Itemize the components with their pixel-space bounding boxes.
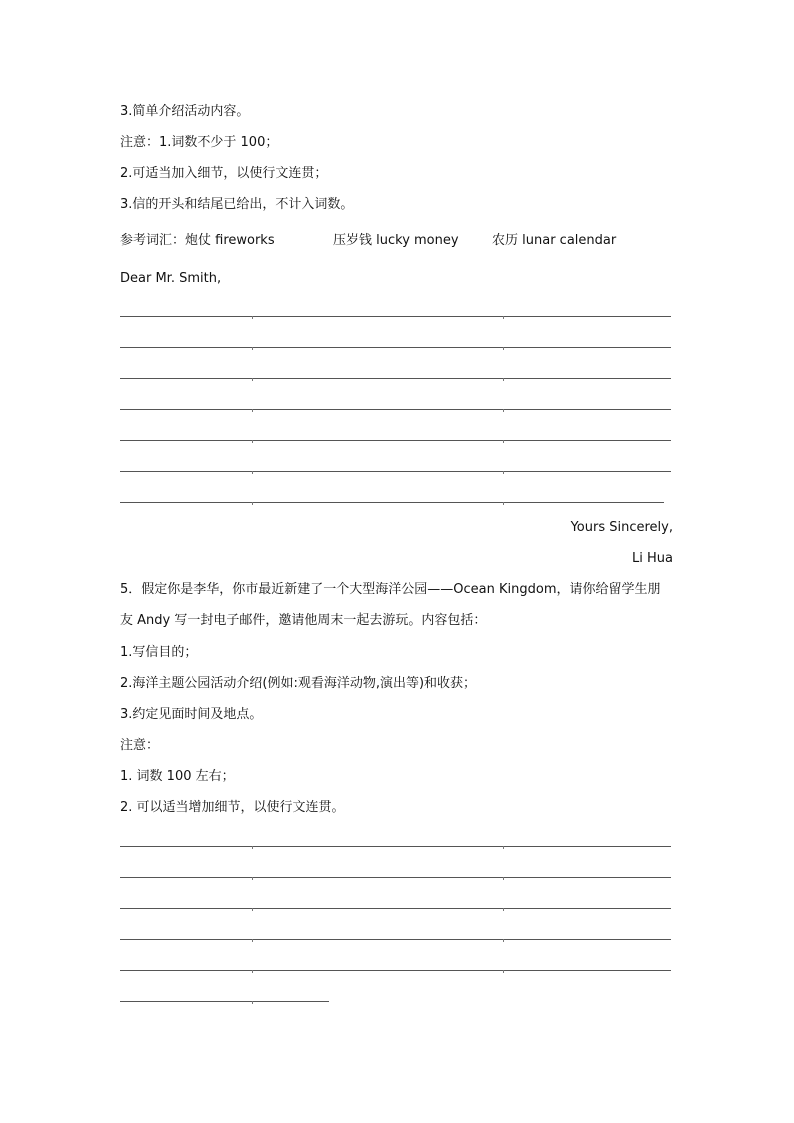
line-marker — [503, 440, 504, 443]
writing-line[interactable] — [120, 877, 671, 878]
line-marker — [252, 908, 253, 911]
q5-note-details: 2. 可以适当增加细节，以使行文连贯。 — [120, 800, 345, 815]
line-marker — [252, 409, 253, 412]
line-marker — [503, 347, 504, 350]
vocab-fireworks: 参考词汇：炮仗 fireworks — [120, 233, 275, 248]
line-marker — [252, 970, 253, 973]
line-marker — [503, 471, 504, 474]
line-marker — [252, 502, 253, 505]
line-marker — [503, 846, 504, 849]
question-5-prompt-line2: 友 Andy 写一封电子邮件，邀请他周末一起去游玩。内容包括： — [120, 613, 487, 628]
letter-greeting: Dear Mr. Smith, — [120, 271, 222, 286]
q5-note-label: 注意： — [120, 738, 160, 753]
q5-item-1: 1.写信目的； — [120, 645, 198, 660]
line-marker — [252, 471, 253, 474]
line-marker — [503, 970, 504, 973]
writing-line[interactable] — [120, 1001, 329, 1002]
line-marker — [503, 908, 504, 911]
note-word-count: 注意：1.词数不少于 100； — [120, 135, 279, 150]
letter-closing: Yours Sincerely, — [570, 520, 673, 535]
line-marker — [503, 409, 504, 412]
writing-line[interactable] — [120, 440, 671, 441]
writing-line[interactable] — [120, 347, 671, 348]
line-marker — [503, 378, 504, 381]
writing-line[interactable] — [120, 409, 671, 410]
note-opening-closing: 3.信的开头和结尾已给出，不计入词数。 — [120, 197, 354, 212]
writing-line[interactable] — [120, 908, 671, 909]
vocab-lunar-calendar: 农历 lunar calendar — [492, 233, 617, 248]
task-item-3: 3.简单介绍活动内容。 — [120, 104, 250, 119]
writing-line[interactable] — [120, 970, 671, 971]
note-details: 2.可适当加入细节，以使行文连贯； — [120, 166, 328, 181]
writing-line[interactable] — [120, 846, 671, 847]
q5-item-2: 2.海洋主题公园活动介绍(例如:观看海洋动物,演出等)和收获； — [120, 676, 477, 691]
writing-line[interactable] — [120, 471, 671, 472]
line-marker — [252, 378, 253, 381]
writing-line[interactable] — [120, 378, 671, 379]
writing-line[interactable] — [120, 502, 664, 503]
writing-line[interactable] — [120, 316, 671, 317]
line-marker — [252, 846, 253, 849]
line-marker — [252, 316, 253, 319]
reference-vocabulary — [120, 233, 680, 251]
line-marker — [252, 939, 253, 942]
line-marker — [252, 1001, 253, 1004]
line-marker — [503, 502, 504, 505]
line-marker — [503, 316, 504, 319]
writing-line[interactable] — [120, 939, 671, 940]
line-marker — [252, 877, 253, 880]
line-marker — [503, 877, 504, 880]
line-marker — [503, 939, 504, 942]
question-5-prompt-line1: 5．假定你是李华，你市最近新建了一个大型海洋公园——Ocean Kingdom，请你给留学生朋 — [120, 582, 661, 597]
q5-note-word-count: 1. 词数 100 左右； — [120, 769, 235, 784]
q5-item-3: 3.约定见面时间及地点。 — [120, 707, 263, 722]
vocab-lucky-money: 压岁钱 lucky money — [333, 233, 459, 248]
line-marker — [252, 347, 253, 350]
letter-signature: Li Hua — [632, 551, 673, 566]
line-marker — [252, 440, 253, 443]
